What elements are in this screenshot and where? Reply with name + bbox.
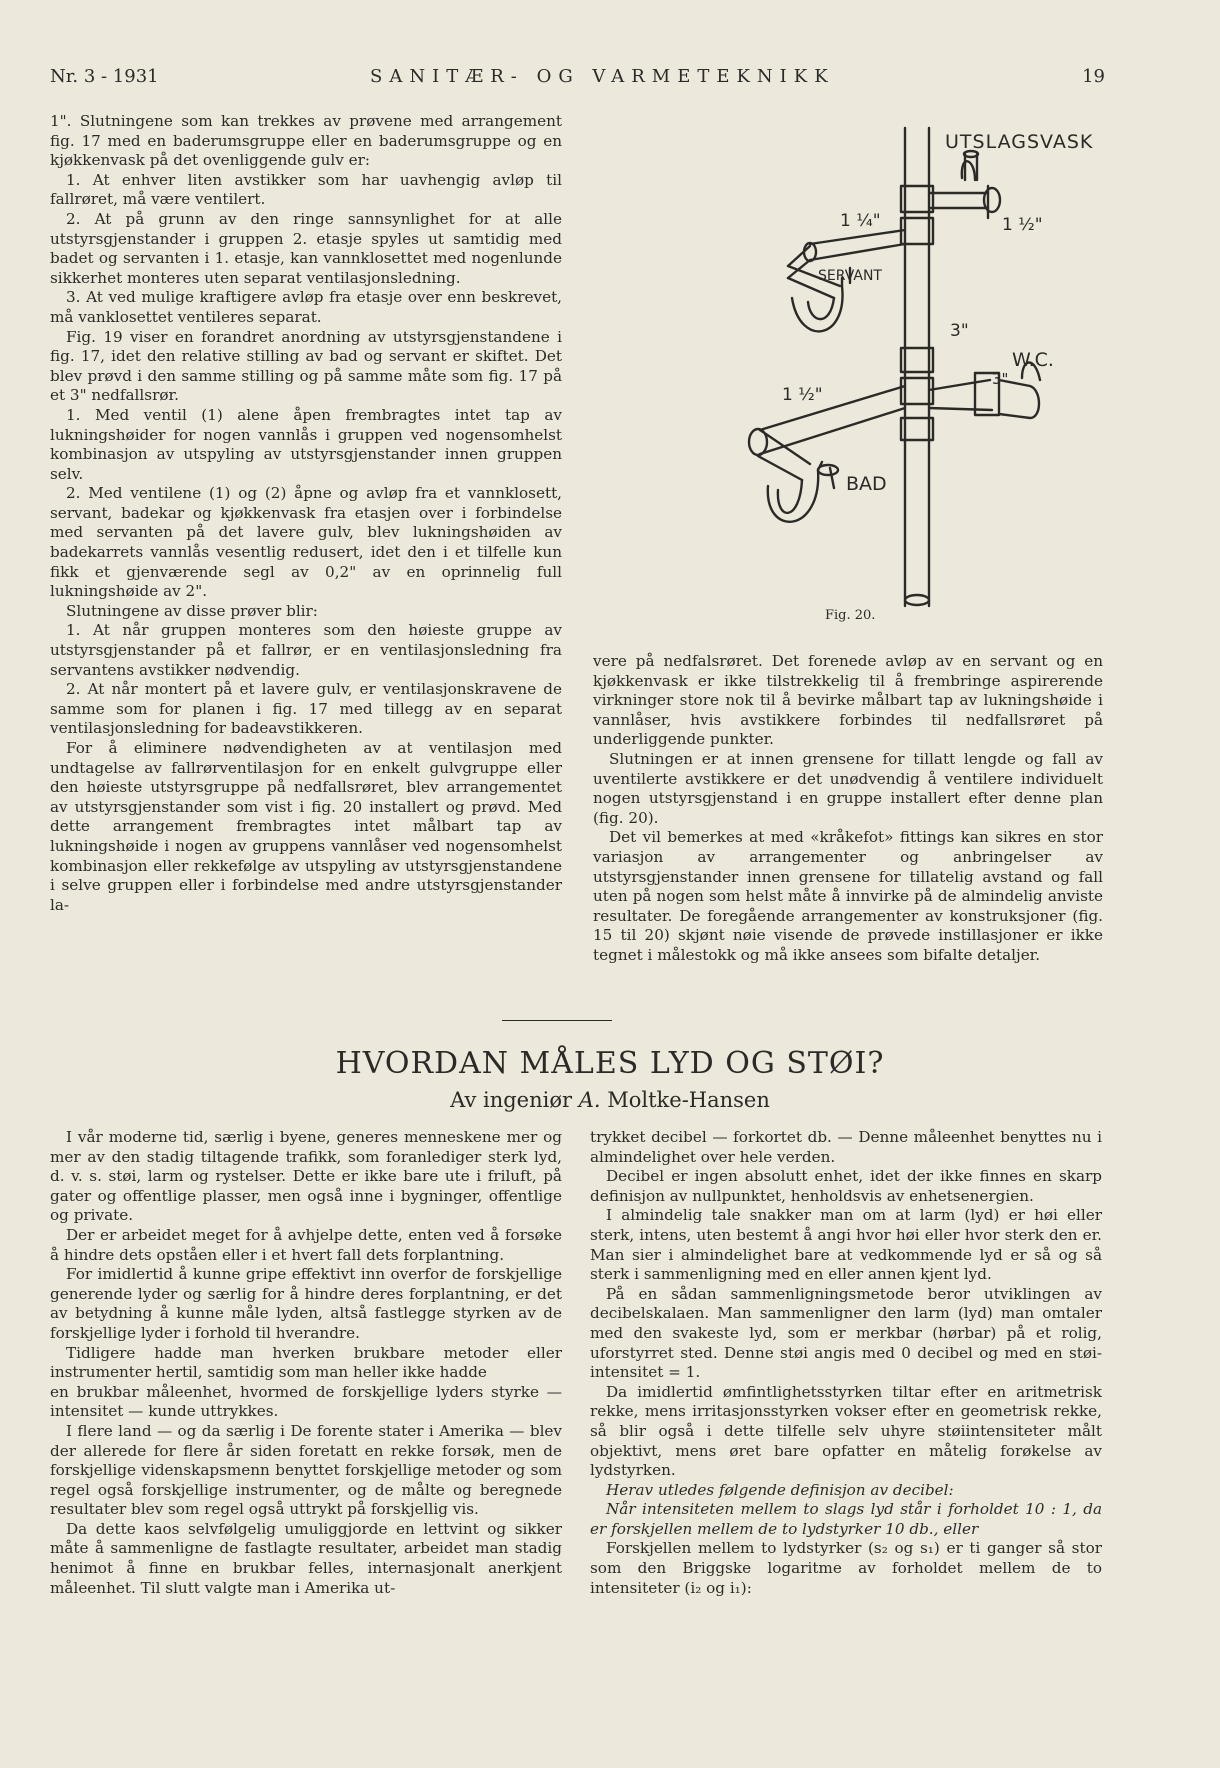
column-4 [590,1128,1102,1598]
paragraph: 1. Med ventil (1) alene åpen frembragtes intet tap av lukningshøider for nogen vannlås i gruppen ved nogensomhelst kombinasjon av utspyling av utstyrsgjenstander innen gruppen selv. [50,405,562,483]
article-byline [0,1088,1220,1112]
label-1-half-left: 1 ½" [782,385,823,405]
paragraph: 2. Med ventilene (1) og (2) åpne og avløp fra et vannklosett, servant, badekar og kjøkkenvask fra etasjen over i forbindelse med servanten på det lavere gulv, blev lukningshøiden av badekarrets vannlås vesentlig redusert, idet den i et tilfelle kun fikk et gjenværende segl av 0,2" av en oprinnelig full lukningshøide av 2". [50,484,562,601]
paragraph: 1. At enhver liten avstikker som har uavhengig avløp til fallrøret, må være ventilert. [50,170,562,209]
definition-heading: Herav utledes følgende definisjon av decibel: [606,1480,954,1499]
label-3-inch-stack: 3" [950,321,969,341]
author-prefix: Av ingeniør [450,1088,573,1112]
paragraph: Forskjellen mellem to lydstyrker (s₂ og s₁) er ti ganger så stor som den Briggske logaritme av forholdet mellem de to intensiteter (i₂ og i₁): [590,1539,1102,1597]
label-servant: SERVANT [818,268,882,284]
journal-title: SANITÆR- OG VARMETEKNIKK [370,66,835,87]
paragraph-italic-start: en brukbar måleenhet, hvormed de forskjellige lyders styrke — intensitet — kunde uttrykkes. [50,1382,562,1421]
pipe-drawing [730,118,1110,608]
figure-caption: Fig. 20. [825,608,876,623]
page-number: 19 [1082,66,1105,87]
paragraph: 1. At når gruppen monteres som den høieste gruppe av utstyrsgjenstander på et fallrør, er en ventilasjonsledning fra servantens avstikker nødvendig. [50,621,562,679]
label-1-half-right: 1 ½" [1002,215,1043,235]
stack-pipe [905,158,929,606]
label-wc: W.C. [1012,349,1054,371]
author-name: Moltke-Hansen [607,1088,770,1112]
paragraph: Fig. 19 viser en forandret anordning av utstyrsgjenstandene i fig. 17, idet den relative stilling av bad og servant er skiftet. Det blev prøvd i den samme stilling og på samme måte som fig. 17 på et 3" nedfallsrør. [50,327,562,405]
paragraph: 1". Slutningene som kan trekkes av prøvene med arrangement fig. 17 med en baderumsgruppe eller en baderumsgruppe og en kjøkkenvask på det ovenliggende gulv er: [50,112,562,170]
page-header [50,66,1105,92]
article-title: HVORDAN MÅLES LYD OG STØI? [335,1046,885,1081]
label-bad: BAD [846,473,887,495]
label-utslagsvask: UTSLAGSVASK [945,131,1094,153]
column-3 [50,1128,562,1598]
paragraph: Da dette kaos selvfølgelig umuliggjorde en lettvint og sikker måte å sammenligne de fastlagte resultater, arbeidet man stadig henimot å finne en brukbar felles, internasjonalt anerkjent måleenhet. Til slutt valgte man i Amerika ut- [50,1519,562,1597]
definition-text: Når intensiteten mellem to slags lyd står i forholdet 10 : 1, da er forskjellen mellem de to lydstyrker 10 db., eller [590,1500,1102,1538]
paragraph: 2. At når montert på et lavere gulv, er ventilasjonskravene de samme som for planen i fig. 17 med tillegg av en separat ventilasjonsledning for badeavstikkeren. [50,680,562,738]
section-divider [502,1020,612,1021]
paragraph: Slutningen er at innen grensene for tillatt lengde og fall av uventilerte avstikkere er det unødvendig å ventilere individuelt nogen utstyrsgjenstand i en gruppe installert efter denne plan (fig. 20). [593,749,1103,827]
paragraph: 2. At på grunn av den ringe sannsynlighet for at alle utstyrsgjenstander i gruppen 2. etasje spyles ut samtidig med badet og servanten i 1. etasje, kan vannklosettet med nogenlunde sikkerhet monteres uten separat ventilasjonsledning. [50,209,562,287]
label-1-quarter: 1 ¼" [840,211,881,231]
paragraph: I flere land — og da særlig i De forente stater i Amerika — blev der allerede for flere år siden foretatt en rekke forsøk, men de forskjellige videnskapsmenn benyttet forskjellige metoder og som regel også forskjellige instrumenter, og de målte og beregnede resultater blev som regel også uttrykt på forskjellig vis. [50,1421,562,1519]
paragraph: For å eliminere nødvendigheten av at ventilasjon med undtagelse av fallrørventilasjon for en enkelt gulvgruppe eller den høieste utstyrsgruppe på nedfallsrøret, blev arrangementet av utstyrsgjenstander som vist i fig. 20 installert og prøvd. Med dette arrangement frembragtes intet målbart tap av lukningshøide i nogen av gruppens vannlåser ved nogensomhelst kombinasjon eller rekkefølge av utspyling av utstyrsgjenstandene i selve gruppen eller i forbindelse med andre utstyrsgjenstander la- [50,739,562,914]
paragraph: trykket decibel — forkortet db. — Denne måleenhet benyttes nu i almindelighet over hele verden. [590,1128,1102,1166]
paragraph: Da imidlertid ømfintlighetsstyrken tiltar efter en aritmetrisk rekke, mens irritasjonsstyrken vokser efter en geometrisk rekke, så blir også i dette tilfelle selv uhyre støiintensiteter målt objektivt, mens øret bare opfatter en måtelig forøkelse av lydstyrken. [590,1382,1102,1480]
paragraph: For imidlertid å kunne gripe effektivt inn overfor de forskjellige generende lyder og særlig for å hindre deres forplantning, er det av betydning å kunne måle lyden, altså fastlegge styrken av de forskjellige lyder i forhold til hverandre. [50,1265,562,1342]
paragraph: vere på nedfalsrøret. Det forenede avløp av en servant og en kjøkkenvask er ikke tilstrekkelig til å frembringe aspirerende virkninger store nok til å bevirke målbart tap av lukningshøide i vannlåser, hvis avstikkere forbindes til nedfallsrøret på underliggende punkter. [593,652,1103,749]
paragraph: Decibel er ingen absolutt enhet, idet der ikke finnes en skarp definisjon av nullpunktet, henholdsvis av enhetsenergien. [590,1167,1102,1205]
column-2 [593,652,1103,966]
column-1 [50,112,562,915]
paragraph: I vår moderne tid, særlig i byene, generes menneskene mer og mer av den stadig tiltagende trafikk, som foranlediger sterk lyd, d. v. s. støi, larm og rystelser. Dette er ikke bare ute i friluft, på gater og offentlige plasser, men også inne i bygninger, offentlige og private. [50,1128,562,1225]
paragraph: Slutningene av disse prøver blir: [66,601,318,620]
label-3-inch-wc: 3" [992,370,1009,388]
paragraph: Der er arbeidet meget for å avhjelpe dette, enten ved å forsøke å hindre dets opståen eller i et hvert fall dets forplantning. [50,1225,562,1264]
paragraph: I almindelig tale snakker man om at larm (lyd) er høi eller sterk, intens, uten bestemt å angi hvor høi eller hvor sterk den er. Man sier i almindelighet bare at vedkommende lyd er så og så sterk i sammenligning med en eller annen kjent lyd. [590,1206,1102,1284]
paragraph: Det vil bemerkes at med «kråkefot» fittings kan sikres en stor variasjon av arrangementer og anbringelser av utstyrsgjenstander innen grensene for tillatelig avstand og fall uten på nogen som helst måte å innvirke på de almindelig anviste resultater. De foregående arrangementer av konstruksjoner (fig. 15 til 20) skjønt nøie visende de prøvede instillasjoner er ikke tegnet i målestokk og må ikke ansees som bifalte detaljer. [593,828,1103,964]
issue-number: Nr. 3 - 1931 [50,66,159,87]
paragraph: På en sådan sammenligningsmetode beror utviklingen av decibelskalaen. Man sammenligner den larm (lyd) man omtaler med den svakeste lyd, som er merkbar (hørbar) på et rolig, uforstyrret sted. Denne støi angis med 0 decibel og med en støi-intensitet = 1. [590,1284,1102,1382]
paragraph: Tidligere hadde man hverken brukbare metoder eller instrumenter hertil, samtidig som man heller ikke hadde [50,1343,562,1382]
paragraph: 3. At ved mulige kraftigere avløp fra etasje over enn beskrevet, må vanklosettet ventileres separat. [50,288,562,326]
fig-20-pipe-diagram [730,118,1110,608]
author-initial: A. [578,1088,601,1112]
